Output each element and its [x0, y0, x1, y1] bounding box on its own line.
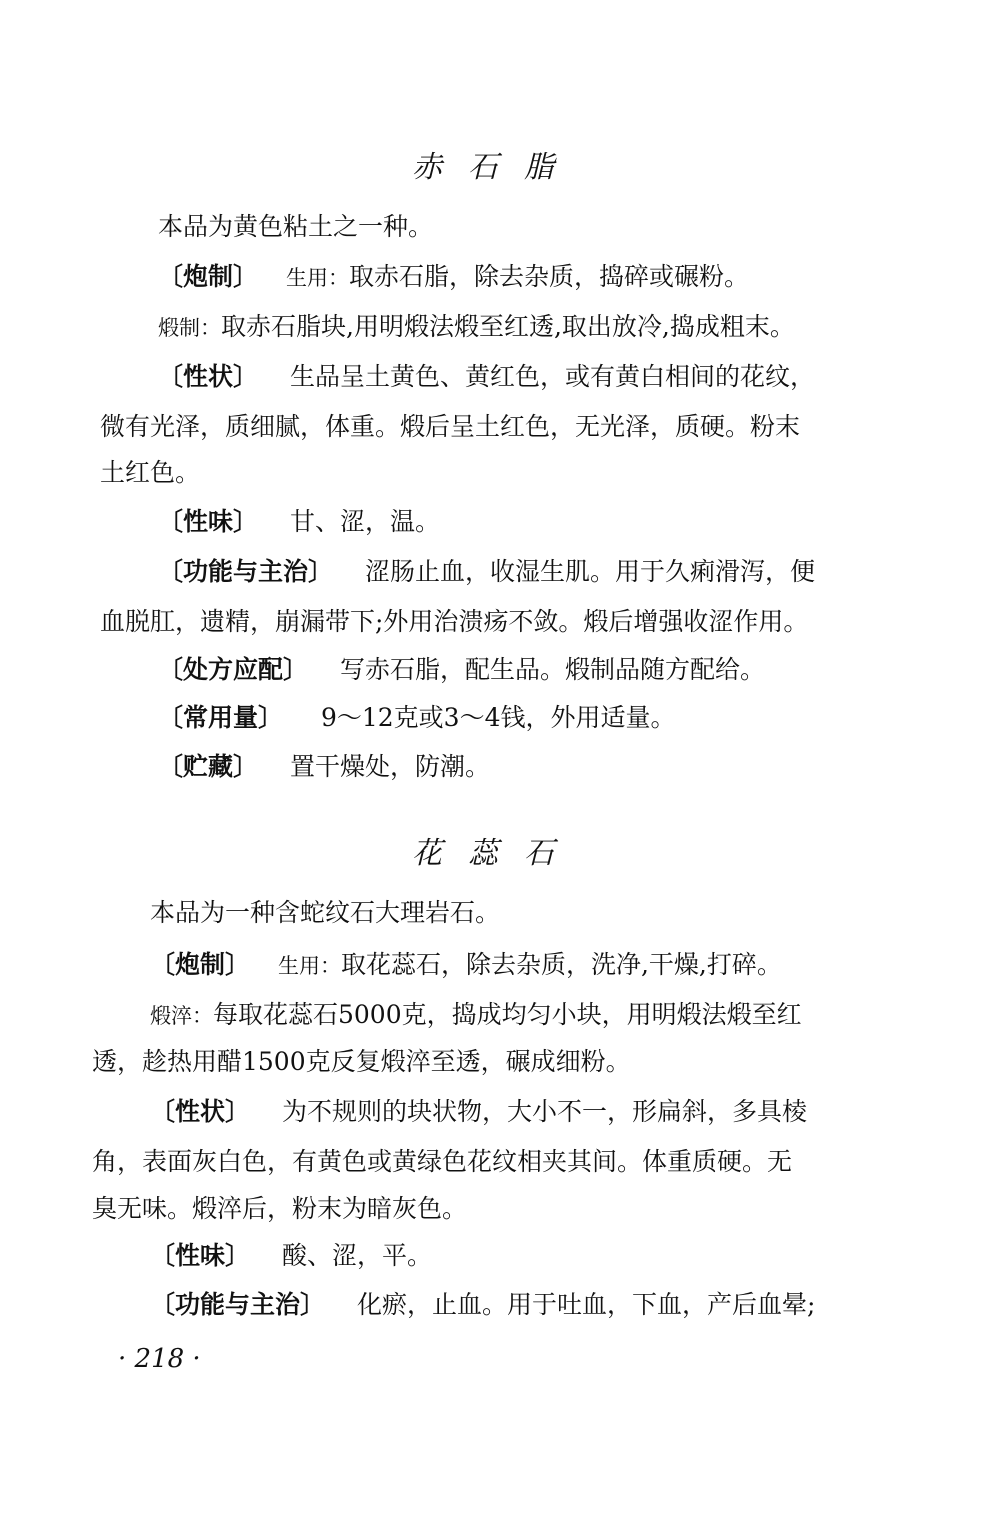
- prep-calc-line-2a: [150, 1000, 802, 1031]
- property-line-3: 土红色。: [100, 458, 201, 487]
- prescription-text: 写赤石脂，配生品。煅制品随方配给。: [339, 655, 765, 684]
- function-tag: 〔功能与主治〕: [158, 557, 334, 586]
- prep-calc-line: [158, 312, 795, 343]
- intro-text-2: 本品为一种含蛇纹石大理岩石。: [150, 898, 501, 927]
- prep-calc-text-2a: 每取花蕊石5000克，捣成均匀小块，用明煅法煅至红: [213, 1000, 802, 1029]
- function-tag-2: 〔功能与主治〕: [150, 1290, 326, 1319]
- property-line-2-3: 臭无味。煅淬后，粉末为暗灰色。: [92, 1194, 468, 1223]
- prep-raw-text-2: 取花蕊石，除去杂质，洗净,干燥,打碎。: [340, 950, 782, 979]
- function-line-2: 血脱肛，遗精，崩漏带下;外用治溃疡不敛。煅后增强收涩作用。: [100, 607, 809, 636]
- prep-calc-label-2: 煅淬：: [150, 1004, 213, 1028]
- taste-text-2: 酸、涩，平。: [281, 1241, 432, 1270]
- property-tag: 〔性状〕: [158, 362, 259, 391]
- prep-raw-label-2: 生用：: [277, 954, 341, 978]
- function-text-2-1: 化瘀，止血。用于吐血，下血，产后血晕;: [356, 1290, 816, 1319]
- property-tag-2: 〔性状〕: [150, 1097, 251, 1126]
- property-line-1: [158, 362, 815, 392]
- section-title-chishizhi: 赤石脂: [412, 150, 580, 185]
- property-line-2: 微有光泽，质细腻，体重。煅后呈土红色，无光泽，质硬。粉末: [100, 412, 801, 441]
- function-text-1: 涩肠止血，收湿生肌。用于久痢滑泻，便: [364, 557, 815, 586]
- storage-tag: 〔贮藏〕: [158, 752, 259, 781]
- dosage-line: [158, 703, 676, 733]
- prep-raw-label: 生用：: [285, 266, 349, 290]
- property-text-2-1: 为不规则的块状物，大小不一，形扁斜，多具棱: [281, 1097, 807, 1126]
- taste-tag: 〔性味〕: [158, 507, 259, 536]
- prep-paragraph: [158, 262, 749, 293]
- prep-calc-line-2b: 透，趁热用醋1500克反复煅淬至透，碾成细粉。: [92, 1047, 631, 1076]
- property-text-1: 生品呈土黄色、黄红色，或有黄白相间的花纹，: [289, 362, 815, 391]
- prep-calc-label: 煅制：: [158, 316, 221, 340]
- function-line-1: [158, 557, 815, 587]
- prep-tag-2: 〔炮制〕: [150, 950, 251, 979]
- intro-text: 本品为黄色粘土之一种。: [158, 212, 434, 241]
- property-line-2-2: 角，表面灰白色，有黄色或黄绿色花纹相夹其间。体重质硬。无: [92, 1147, 793, 1176]
- prescription-tag: 〔处方应配〕: [158, 655, 309, 684]
- section-title-huaruishi: 花蕊石: [412, 836, 580, 871]
- dosage-tag: 〔常用量〕: [158, 703, 284, 732]
- prep-calc-text: 取赤石脂块,用明煅法煅至红透,取出放冷,捣成粗末。: [221, 312, 795, 341]
- function-line-2-1: [150, 1290, 815, 1320]
- taste-line-2: [150, 1241, 432, 1271]
- storage-text: 置干燥处，防潮。: [289, 752, 490, 781]
- page-number: · 218 ·: [118, 1344, 201, 1374]
- prep-tag: 〔炮制〕: [158, 262, 259, 291]
- prep-paragraph-2: [150, 950, 782, 981]
- taste-text: 甘、涩，温。: [289, 507, 440, 536]
- storage-line: [158, 752, 490, 782]
- property-line-2-1: [150, 1097, 807, 1127]
- taste-line: [158, 507, 440, 537]
- dosage-text: 9～12克或3～4钱，外用适量。: [320, 703, 676, 732]
- taste-tag-2: 〔性味〕: [150, 1241, 251, 1270]
- prescription-line: [158, 655, 765, 685]
- prep-raw-text: 取赤石脂，除去杂质，捣碎或碾粉。: [348, 262, 749, 291]
